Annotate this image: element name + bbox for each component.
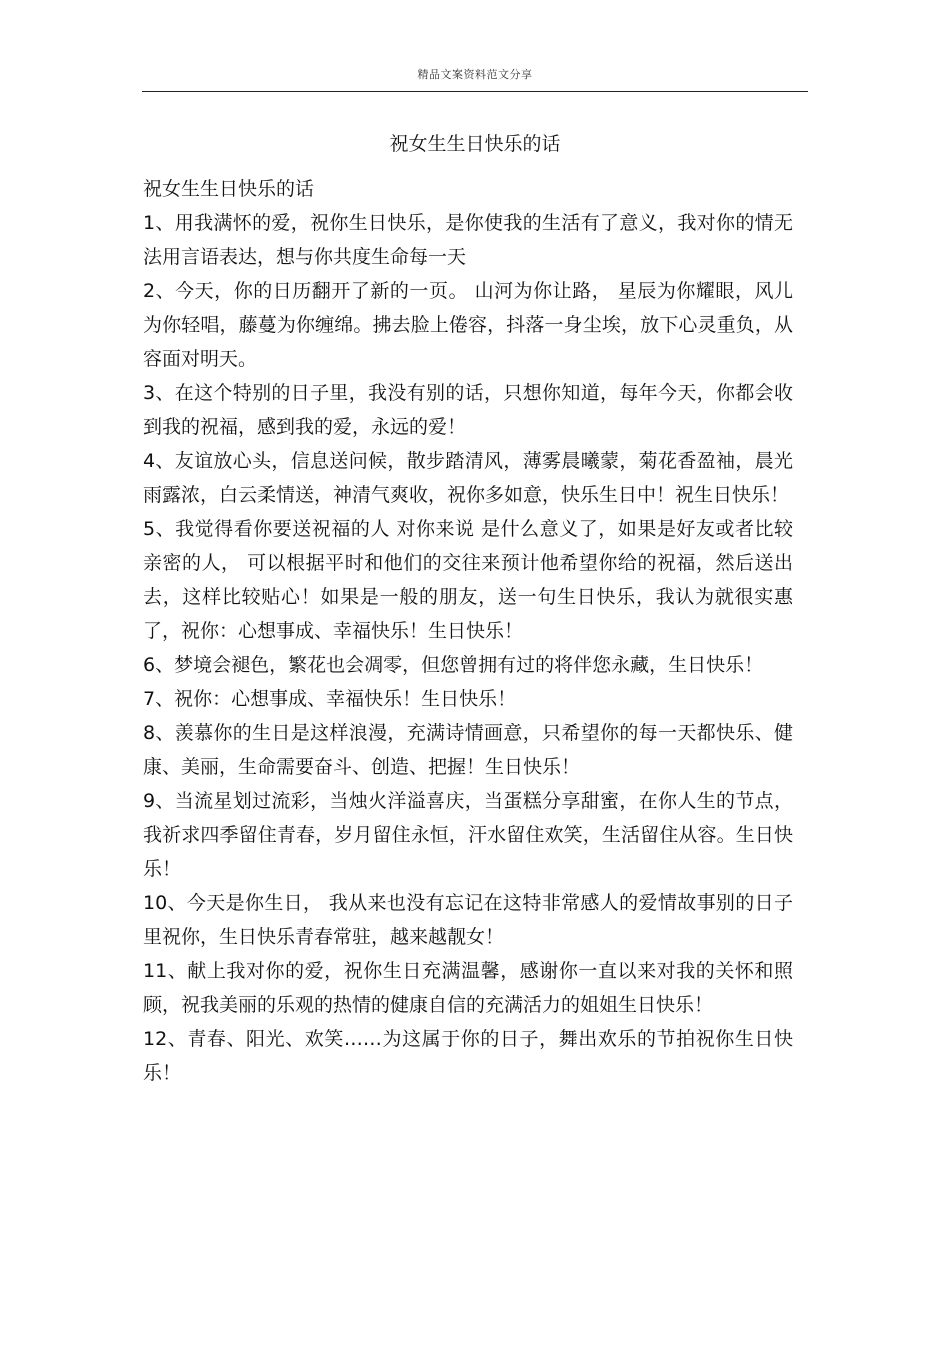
- wish-list: [143, 206, 793, 1090]
- page-header: 精品文案资料范文分享: [417, 68, 533, 81]
- document-subtitle: 祝女生生日快乐的话: [143, 178, 315, 200]
- list-item: 6、梦境会褪色，繁花也会凋零，但您曾拥有过的将伴您永藏，生日快乐！: [143, 654, 764, 676]
- document-title: 祝女生生日快乐的话: [389, 133, 561, 155]
- list-item: 9、当流星划过流彩，当烛火洋溢喜庆，当蛋糕分享甜蜜，在你人生的节点，我祈求四季留住青春，岁月留住永恒，汗水留住欢笑，生活留住从容。生日快乐！: [143, 790, 793, 880]
- list-item: 12、青春、阳光、欢笑……为这属于你的日子，舞出欢乐的节拍祝你生日快乐！: [143, 1028, 793, 1084]
- list-item: 1、用我满怀的爱，祝你生日快乐，是你使我的生活有了意义，我对你的情无法用言语表达，想与你共度生命每一天: [143, 212, 793, 268]
- list-item: 5、我觉得看你要送祝福的人 对你来说 是什么意义了，如果是好友或者比较亲密的人， 可以根据平时和他们的交往来预计他希望你给的祝福，然后送出去，这样比较贴心！如果是一般的朋友，送一句生日快乐，我认为就很实惠了，祝你：心想事成、幸福快乐！生日快乐！: [143, 518, 793, 642]
- list-item: 8、羡慕你的生日是这样浪漫，充满诗情画意，只希望你的每一天都快乐、健康、美丽，生命需要奋斗、创造、把握！生日快乐！: [143, 722, 793, 778]
- list-item: 10、今天是你生日， 我从来也没有忘记在这特非常感人的爱情故事别的日子里祝你，生日快乐青春常驻，越来越靓女！: [143, 892, 793, 948]
- list-item: 4、友谊放心头，信息送问候，散步踏清风，薄雾晨曦蒙，菊花香盈袖，晨光雨露浓，白云柔情送，神清气爽收，祝你多如意，快乐生日中！祝生日快乐！: [143, 450, 793, 506]
- list-item: 3、在这个特别的日子里，我没有别的话，只想你知道，每年今天，你都会收到我的祝福，感到我的爱，永远的爱！: [143, 382, 793, 438]
- list-item: 2、今天，你的日历翻开了新的一页。 山河为你让路， 星辰为你耀眼，风儿为你轻唱，藤蔓为你缠绵。拂去脸上倦容，抖落一身尘埃，放下心灵重负，从容面对明天。: [143, 280, 793, 370]
- list-item: 11、献上我对你的爱，祝你生日充满温馨，感谢你一直以来对我的关怀和照顾，祝我美丽的乐观的热情的健康自信的充满活力的姐姐生日快乐！: [143, 960, 793, 1016]
- list-item: 7、祝你：心想事成、幸福快乐！生日快乐！: [143, 688, 517, 710]
- header-divider: [142, 91, 808, 92]
- document-body: [143, 172, 793, 1090]
